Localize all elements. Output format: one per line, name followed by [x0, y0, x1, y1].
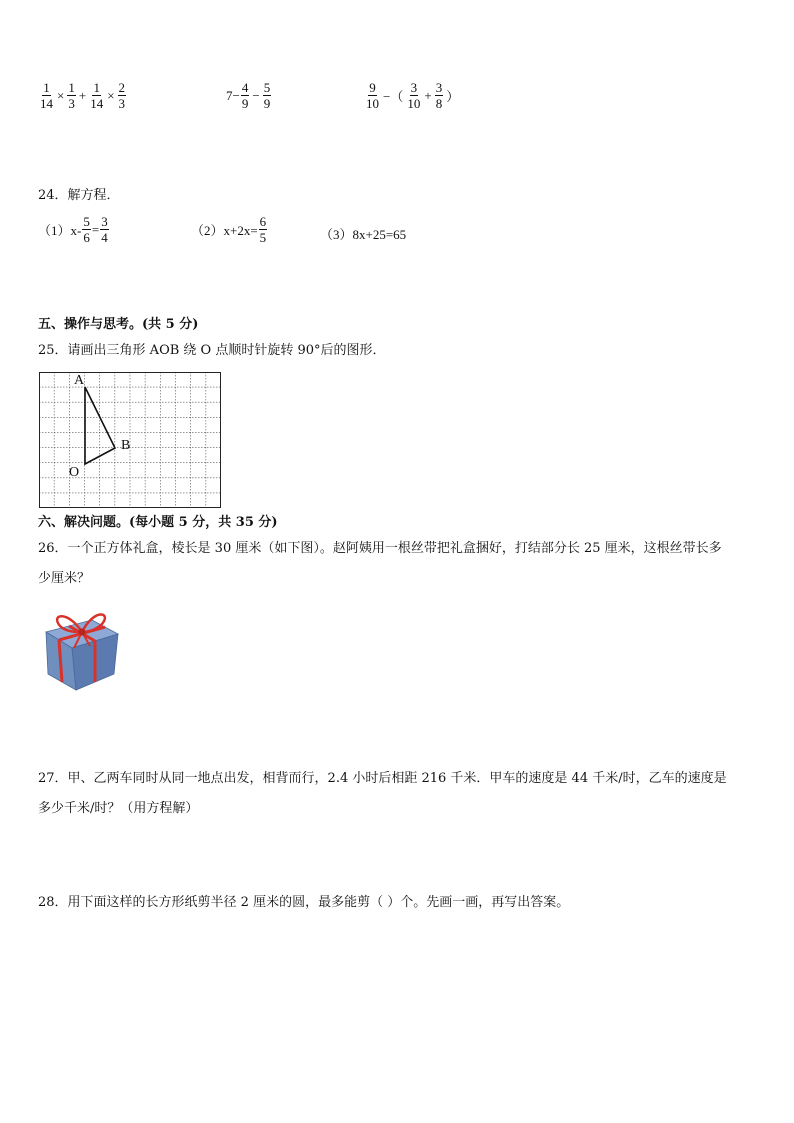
section-6-title: 六、解决问题。(每小题 5 分，共 35 分)	[38, 515, 278, 530]
triangle-aob	[85, 387, 115, 464]
gift-box-image	[38, 604, 122, 692]
q27-line1: 27．甲、乙两车同时从同一地点出发，相背而行，2.4 小时后相距 216 千米．甲车的速度是 44 千米/时，乙车的速度是	[38, 771, 727, 786]
q24-part3: （3）8x+25=65	[320, 227, 407, 242]
fraction: $\frac{1}{14}$	[40, 80, 53, 111]
fraction: $\frac{3}{4}$	[101, 214, 108, 245]
label-a: A	[74, 373, 85, 388]
fraction: $\frac{3}{10}$	[407, 80, 421, 111]
fraction: $\frac{6}{5}$	[259, 214, 267, 245]
fraction: $\frac{1}{14}$	[90, 80, 104, 111]
q24-title: 24．解方程．	[38, 188, 120, 203]
q26-line2: 少厘米？	[38, 571, 91, 586]
expr-2: 7− $\frac{4}{9}$ − $\frac{5}{9}$	[226, 80, 271, 111]
expr-1: $\frac{1}{14}$ × $\frac{1}{3}$ + $\frac{1}{14}$ × $\frac{2}{3}$	[40, 80, 126, 111]
fraction: $\frac{2}{3}$	[118, 80, 126, 111]
q28-text: 28．用下面这样的长方形纸剪半径 2 厘米的圆，最多能剪（ ）个。先画一画，再写出答案。	[38, 895, 570, 910]
section-5-title: 五、操作与思考。(共 5 分)	[38, 317, 199, 332]
q24-part1: （1）x- $\frac{5}{6}$ = $\frac{3}{4}$	[38, 214, 108, 245]
q24-part2: （2）x+2x= $\frac{6}{5}$	[191, 214, 267, 245]
q26-line1: 26．一个正方体礼盒，棱长是 30 厘米（如下图）。赵阿姨用一根丝带把礼盒捆好，打结部分长 25 厘米，这根丝带长多	[38, 541, 722, 556]
fraction: $\frac{4}{9}$	[241, 80, 249, 111]
q25-grid-figure	[39, 372, 221, 508]
fraction: $\frac{5}{6}$	[83, 214, 90, 245]
fraction: $\frac{3}{8}$	[435, 80, 443, 111]
fraction: $\frac{9}{10}$	[366, 80, 379, 111]
label-b: B	[121, 438, 131, 453]
label-o: O	[69, 465, 80, 480]
fraction: $\frac{1}{3}$	[68, 80, 75, 111]
q27-line2: 多少千米/时？（用方程解）	[38, 801, 199, 816]
expr-3: $\frac{9}{10}$ −（ $\frac{3}{10}$ + $\frac{3}{8}$ ）	[366, 80, 460, 111]
q25-text: 25．请画出三角形 AOB 绕 O 点顺时针旋转 90°后的图形．	[38, 343, 386, 358]
gift-box-svg	[38, 604, 122, 692]
fraction: $\frac{5}{9}$	[263, 80, 271, 111]
